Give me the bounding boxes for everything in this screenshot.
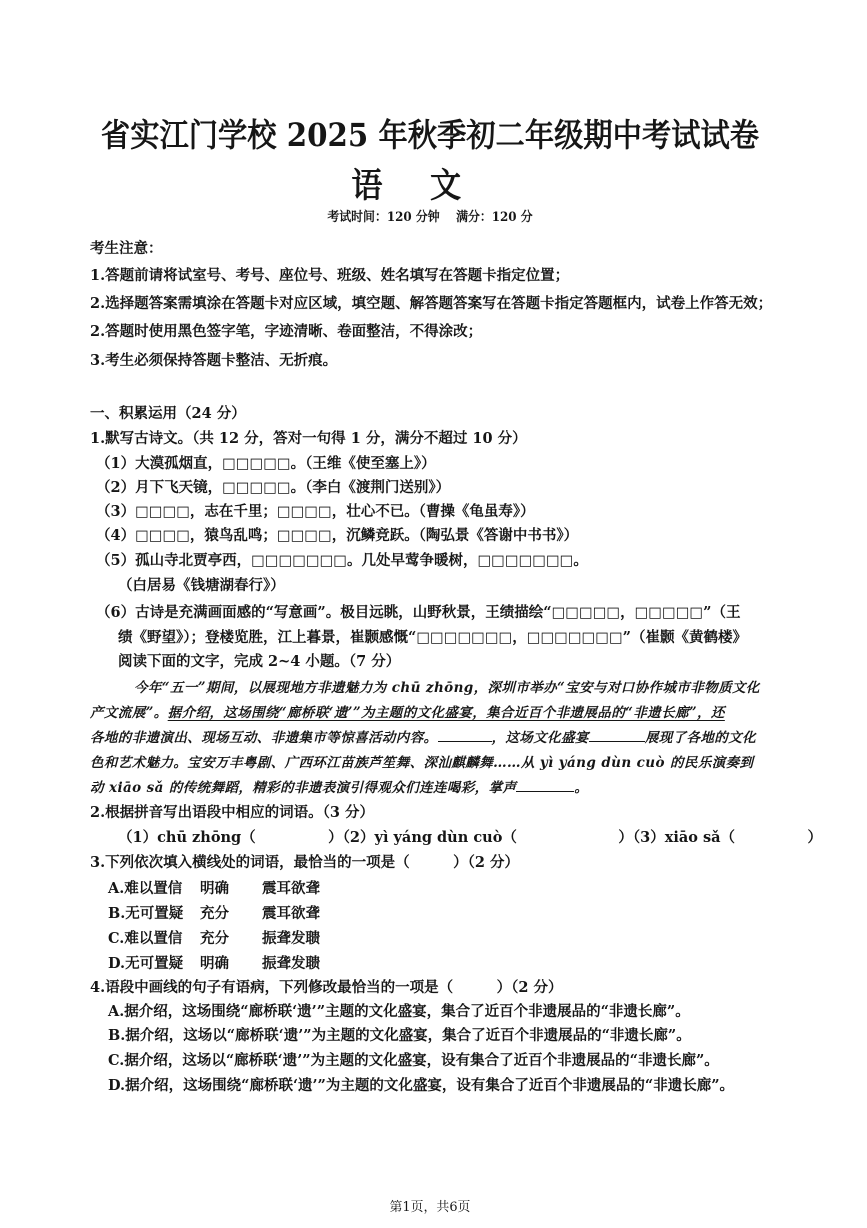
exam-time: 考试时间：120 分钟	[327, 210, 440, 225]
q4-option-b: B.据介绍，这场以“廊桥联‘遗’”为主题的文化盛宴，集合了近百个非遗展品的“非遗长廊”。	[108, 1027, 691, 1044]
question-1-stem: 1.默写古诗文。（共 12 分，答对一句得 1 分，满分不超过 10 分）	[90, 430, 527, 447]
passage-blank-2	[589, 741, 645, 742]
passage-line-3b: ，这场文化盛宴	[491, 730, 589, 746]
notice-item-3: 2.答题时使用黑色签字笔，字迹清晰、卷面整洁，不得涂改；	[90, 323, 483, 340]
notice-item-2: 2.选择题答案需填涂在答题卡对应区域，填空题、解答题答案写在答题卡指定答题框内，试卷上作答无效；	[90, 295, 773, 312]
q4-option-c: C.据介绍，这场以“廊桥联‘遗’”为主题的文化盛宴，设有集合了近百个非遗展品的“非遗长廊”。	[108, 1052, 719, 1069]
notice-heading: 考生注意：	[90, 240, 163, 257]
q3-option-b: B.无可置疑 充分 震耳欲聋	[108, 905, 320, 922]
q3-option-c: C.难以置信 充分 振聋发聩	[108, 930, 320, 947]
exam-time-score	[0, 206, 860, 225]
q3-option-a: A.难以置信 明确 震耳欲聋	[108, 880, 320, 897]
question-3-stem: 3.下列依次填入横线处的词语，最恰当的一项是（ ）（2 分）	[90, 854, 520, 871]
question-2-stem: 2.根据拼音写出语段中相应的词语。（3 分）	[90, 804, 375, 821]
full-score: 满分：120 分	[456, 210, 533, 225]
q1-item-3: （3）□□□□，志在千里；□□□□，壮心不已。（曹操《龟虽寿》）	[96, 503, 535, 520]
page-footer: 第1页，共6页	[389, 1200, 471, 1215]
passage-blank-1	[438, 741, 492, 742]
passage-line-5b: 。	[574, 780, 589, 796]
passage-line-3a: 各地的非遗演出、现场互动、非遗集市等惊喜活动内容。	[90, 730, 438, 746]
q1-item-4: （4）□□□□，猿鸟乱鸣；□□□□，沉鳞竞跃。（陶弘景《答谢中书书》）	[96, 527, 579, 544]
passage-blank-3	[516, 791, 574, 792]
passage-line-3	[90, 726, 756, 746]
passage-underlined-sentence: 据介绍，这场围绕“廊桥联‘遗’”为主题的文化盛宴，集合近百个非遗展品的“非遗长廊”，还	[167, 705, 725, 721]
question-2-items: （1）chū zhōng（ ）（2）yì yáng dùn cuò（ ）（3）xiāo sǎ（ ）	[118, 829, 823, 846]
q1-item-1: （1）大漠孤烟直，□□□□□。（王维《使至塞上》）	[96, 455, 436, 472]
q1-item-5-source: （白居易《钱塘湖春行》）	[118, 577, 285, 594]
q1-item-2: （2）月下飞天镜，□□□□□。（李白《渡荆门送别》）	[96, 479, 451, 496]
notice-item-4: 3.考生必须保持答题卡整洁、无折痕。	[90, 352, 338, 369]
passage-line-2	[90, 701, 725, 721]
q1-item-5: （5）孤山寺北贾亭西，□□□□□□□。几处早莺争暖树，□□□□□□□。	[96, 552, 588, 569]
passage-line-1: 今年“五一”期间，以展现地方非遗魅力为 chū zhōng，深圳市举办“宝安与对口协作城市非物质文化	[134, 680, 760, 696]
passage-line-5a: 动 xiāo sǎ 的传统舞蹈，精彩的非遗表演引得观众们连连喝彩，掌声	[90, 780, 517, 796]
reading-instruction: 阅读下面的文字，完成 2~4 小题。（7 分）	[118, 653, 401, 670]
passage-line-4: 色和艺术魅力。宝安万丰粤剧、广西环江苗族芦笙舞、深汕麒麟舞……从 yì yáng dùn cuò 的民乐演奏到	[90, 755, 754, 771]
subject-title: 语文	[351, 166, 509, 206]
passage-line-3c: 展现了各地的文化	[644, 730, 757, 746]
q1-item-6: （6）古诗是充满画面感的“写意画”。极目远眺，山野秋景，王绩描绘“□□□□□，□□□□□”（王	[96, 604, 741, 621]
q4-option-d: D.据介绍，这场围绕“廊桥联‘遗’”为主题的文化盛宴，设有集合了近百个非遗展品的“非遗长廊”。	[108, 1077, 735, 1094]
section-heading: 一、积累运用（24 分）	[90, 405, 246, 422]
exam-title: 省实江门学校 2025 年秋季初二年级期中考试试卷	[100, 116, 760, 154]
passage-line-2a: 产文流展”。	[90, 705, 168, 721]
q3-option-d: D.无可置疑 明确 振聋发聩	[108, 955, 320, 972]
q4-option-a: A.据介绍，这场围绕“廊桥联‘遗’”主题的文化盛宴，集合了近百个非遗展品的“非遗长廊”。	[108, 1003, 690, 1020]
notice-item-1: 1.答题前请将试室号、考号、座位号、班级、姓名填写在答题卡指定位置；	[90, 267, 570, 284]
passage-line-5	[90, 776, 588, 796]
q1-item-6-cont: 绩《野望》）；登楼览胜，江上暮景，崔颢感慨“□□□□□□□，□□□□□□□”（崔颢《黄鹤楼》	[118, 629, 747, 646]
question-4-stem: 4.语段中画线的句子有语病，下列修改最恰当的一项是（ ）（2 分）	[90, 979, 563, 996]
